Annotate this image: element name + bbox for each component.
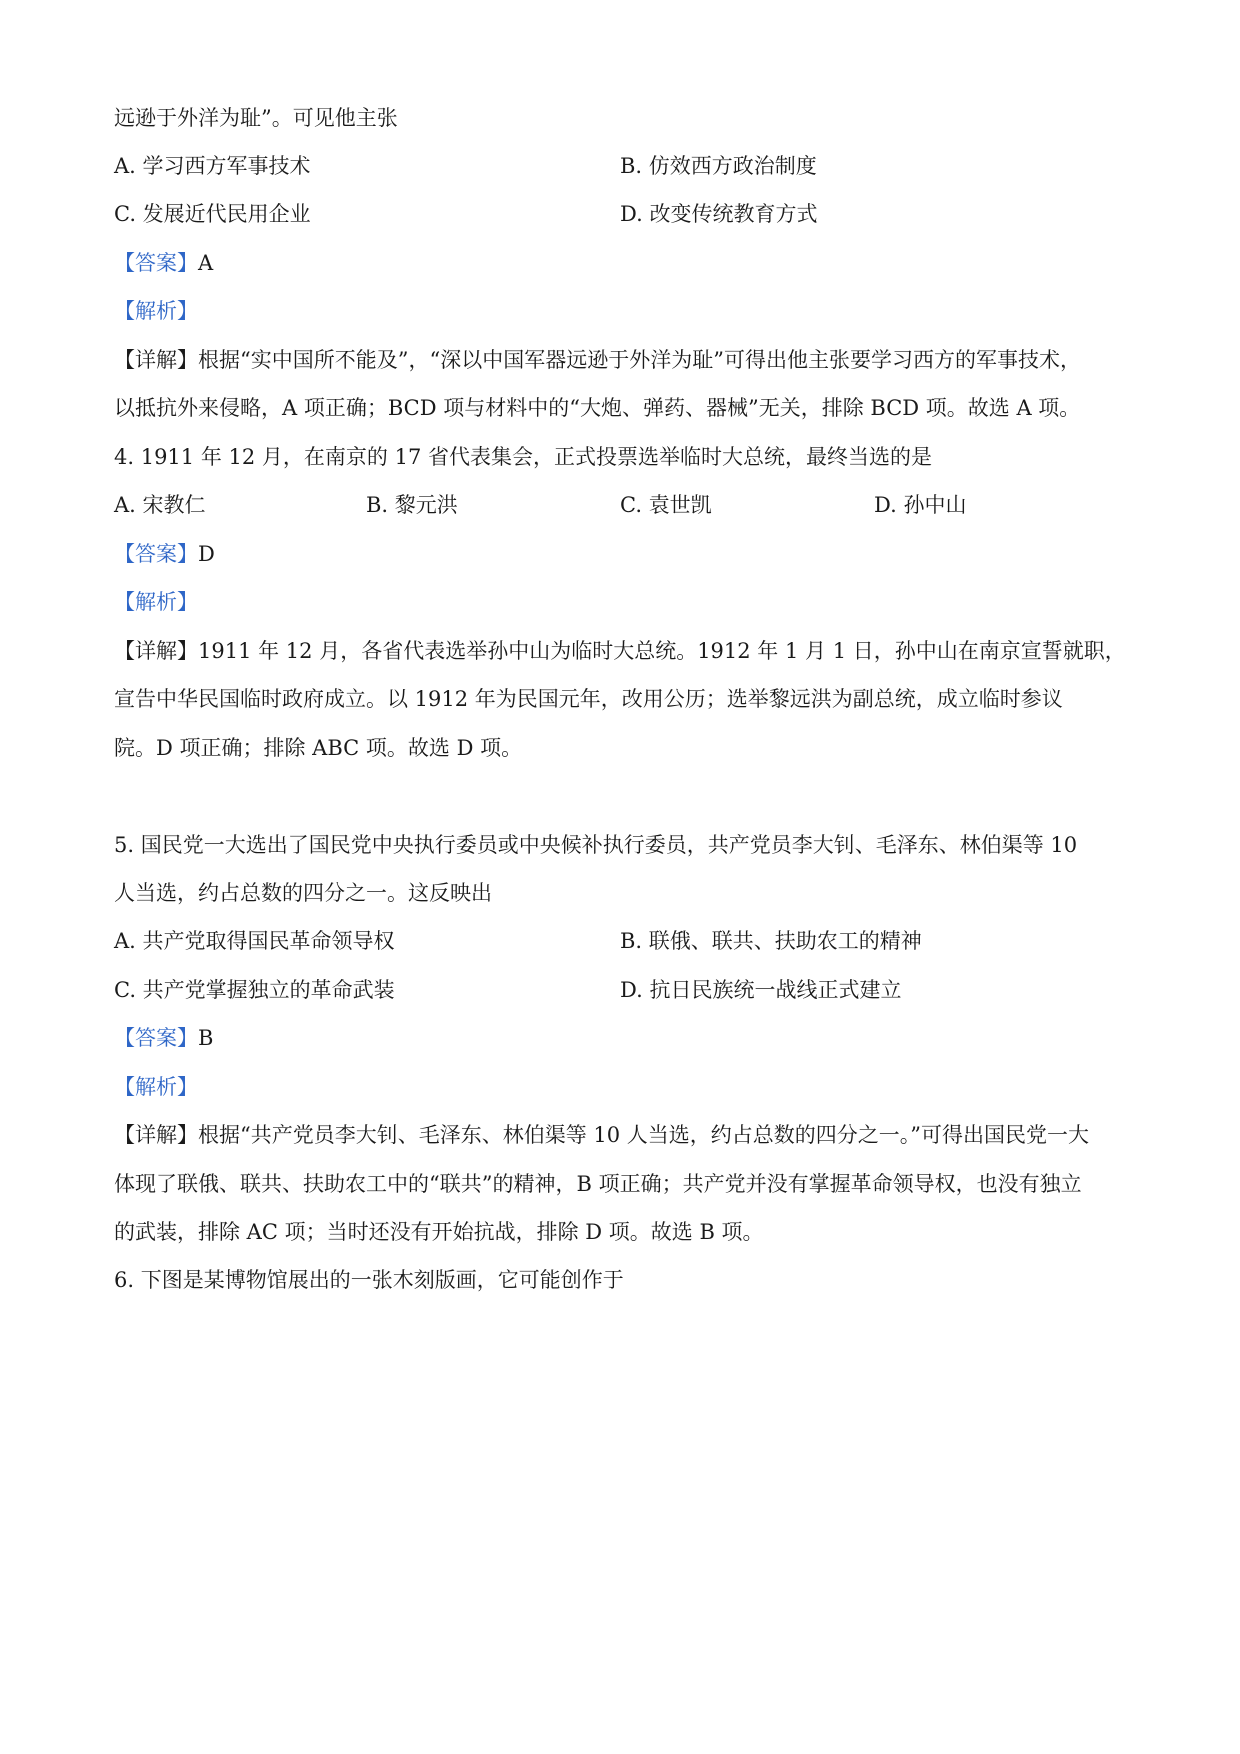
q5-detail-text-1: 根据“共产党员李大钊、毛泽东、林伯渠等 10 人当选，约占总数的四分之一。”可得出国民党一大 <box>198 1123 1090 1147</box>
q3-option-a: A. 学习西方军事技术 <box>114 154 311 178</box>
q5-answer-label: 【答案】 <box>114 1026 198 1050</box>
q3-stem-tail: 远逊于外洋为耻”。可见他主张 <box>114 106 398 130</box>
q4-analysis-label: 【解析】 <box>114 590 198 614</box>
q5-detail-line-3: 的武装，排除 AC 项；当时还没有开始抗战，排除 D 项。故选 B 项。 <box>114 1220 764 1244</box>
q5-option-d: D. 抗日民族统一战线正式建立 <box>620 978 902 1002</box>
q3-answer <box>114 248 213 278</box>
q4-option-b: B. 黎元洪 <box>366 493 458 517</box>
q5-detail-label: 【详解】 <box>114 1123 198 1147</box>
q4-detail-label: 【详解】 <box>114 639 198 663</box>
q4-answer-value: D <box>198 542 215 566</box>
q5-analysis-label: 【解析】 <box>114 1075 198 1099</box>
q4-option-c: C. 袁世凯 <box>620 493 712 517</box>
q4-answer-label: 【答案】 <box>114 542 198 566</box>
q4-detail-line-3: 院。D 项正确；排除 ABC 项。故选 D 项。 <box>114 736 523 760</box>
q4-detail-line-2: 宣告中华民国临时政府成立。以 1912 年为民国元年，改用公历；选举黎远洪为副总统，成立临时参议 <box>114 687 1063 711</box>
q4-option-a: A. 宋教仁 <box>114 493 206 517</box>
q3-analysis-label: 【解析】 <box>114 299 198 323</box>
q3-option-c: C. 发展近代民用企业 <box>114 202 311 226</box>
q3-detail-text-1: 根据“实中国所不能及”，“深以中国军器远逊于外洋为耻”可得出他主张要学习西方的军事技术， <box>198 348 1081 372</box>
q5-answer <box>114 1023 213 1053</box>
q5-detail-line-2: 体现了联俄、联共、扶助农工中的“联共”的精神，B 项正确；共产党并没有掌握革命领导权，也没有独立 <box>114 1172 1082 1196</box>
q3-detail-label: 【详解】 <box>114 348 198 372</box>
q3-option-d: D. 改变传统教育方式 <box>620 202 818 226</box>
q5-stem-line-1: 5. 国民党一大选出了国民党中央执行委员或中央候补执行委员，共产党员李大钊、毛泽东、林伯渠等 10 <box>114 833 1078 857</box>
q6-stem: 6. 下图是某博物馆展出的一张木刻版画，它可能创作于 <box>114 1268 624 1292</box>
q5-stem-line-2: 人当选，约占总数的四分之一。这反映出 <box>114 881 492 905</box>
q3-answer-label: 【答案】 <box>114 251 198 275</box>
q5-detail-line-1 <box>114 1120 1089 1150</box>
q3-detail-line-1 <box>114 345 1081 375</box>
q4-answer <box>114 539 215 569</box>
q5-option-a: A. 共产党取得国民革命领导权 <box>114 929 395 953</box>
q3-option-b: B. 仿效西方政治制度 <box>620 154 817 178</box>
q4-option-d: D. 孙中山 <box>874 493 967 517</box>
q4-detail-text-1: 1911 年 12 月，各省代表选举孙中山为临时大总统。1912 年 1 月 1 日，孙中山在南京宣誓就职， <box>198 639 1126 663</box>
q4-stem: 4. 1911 年 12 月，在南京的 17 省代表集会，正式投票选举临时大总统，最终当选的是 <box>114 445 932 469</box>
q5-answer-value: B <box>198 1026 214 1050</box>
q3-detail-line-2: 以抵抗外来侵略，A 项正确；BCD 项与材料中的“大炮、弹药、器械”无关，排除 BCD 项。故选 A 项。 <box>114 396 1081 420</box>
q4-detail-line-1 <box>114 636 1126 666</box>
q3-answer-value: A <box>198 251 214 275</box>
q5-option-c: C. 共产党掌握独立的革命武装 <box>114 978 395 1002</box>
q5-option-b: B. 联俄、联共、扶助农工的精神 <box>620 929 922 953</box>
